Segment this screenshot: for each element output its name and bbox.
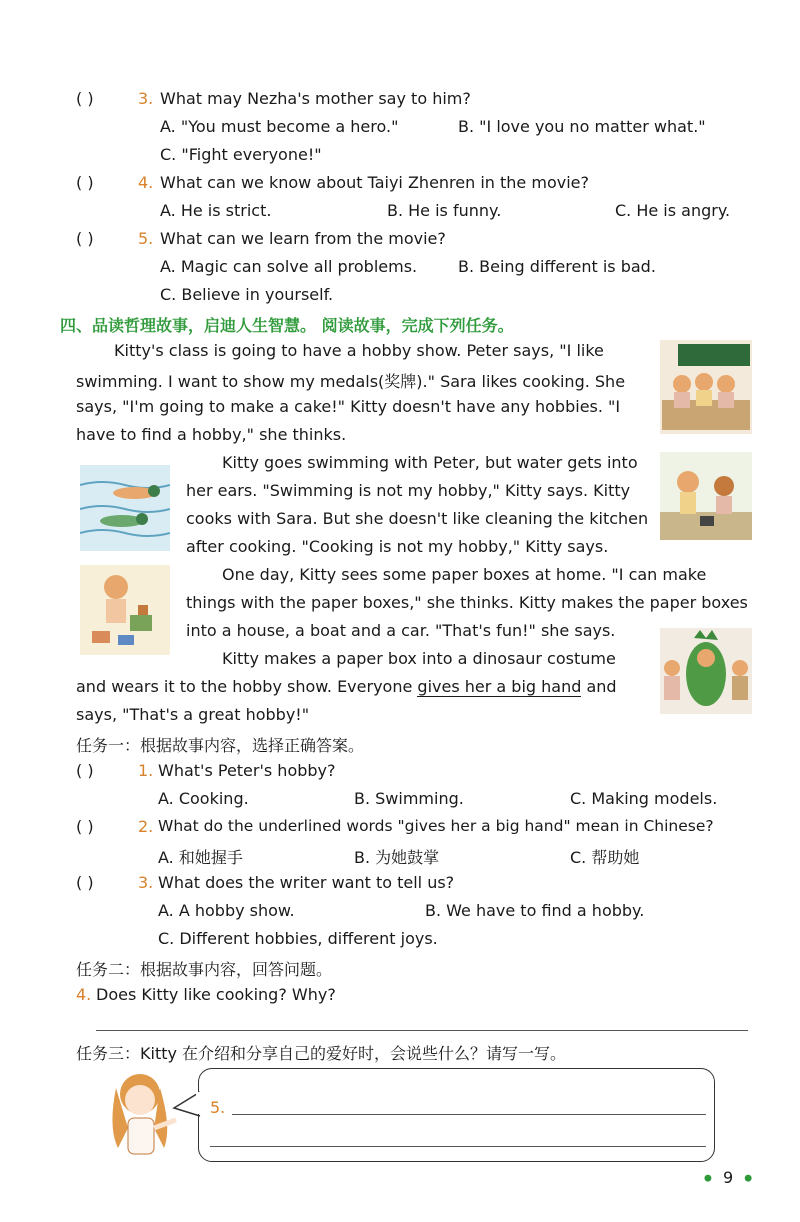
story-line: cooks with Sara. But she doesn't like cleaning the kitchen: [186, 509, 649, 528]
section-4-title: 四、品读哲理故事，启迪人生智慧。 阅读故事，完成下列任务。: [60, 316, 514, 335]
option-b: B. Swimming.: [354, 789, 464, 808]
question-number: 5.: [210, 1098, 226, 1117]
answer-line[interactable]: [232, 1114, 706, 1115]
question-number: 3.: [138, 873, 154, 892]
answer-bracket[interactable]: ( ): [76, 89, 94, 108]
story-line: Kitty's class is going to have a hobby show. Peter says, "I like: [114, 341, 604, 360]
question-number: 4.: [76, 985, 92, 1004]
answer-bracket[interactable]: ( ): [76, 173, 94, 192]
paper-box-illustration: [80, 565, 170, 655]
question-number: 3.: [138, 89, 154, 108]
underlined-phrase: gives her a big hand: [417, 677, 582, 696]
page-number: ● 9 ●: [704, 1168, 753, 1187]
answer-bracket[interactable]: ( ): [76, 817, 94, 836]
story-text: and wears it to the hobby show. Everyone: [76, 677, 418, 696]
task-3-title: 任务三：Kitty 在介绍和分享自己的爱好时，会说些什么？请写一写。: [76, 1044, 567, 1063]
option-c: C. "Fight everyone!": [160, 145, 322, 164]
bubble-tail-cover: [196, 1090, 204, 1120]
task-2-title: 任务二：根据故事内容，回答问题。: [76, 960, 333, 979]
question-text: What does the writer want to tell us?: [158, 873, 455, 892]
story-line: says, "I'm going to make a cake!" Kitty doesn't have any hobbies. "I: [76, 397, 621, 416]
question-text: What can we know about Taiyi Zhenren in the movie?: [160, 173, 589, 192]
option-a: A. 和她握手: [158, 848, 243, 867]
question-text: What may Nezha's mother say to him?: [160, 89, 471, 108]
dinosaur-costume-illustration: [660, 628, 752, 714]
story-line: swimming. I want to show my medals(奖牌)." Sara likes cooking. She: [76, 372, 626, 391]
option-c: C. 帮助她: [570, 848, 640, 867]
page-number-value: 9: [722, 1168, 734, 1187]
cooking-illustration: [660, 452, 752, 540]
question-text: What's Peter's hobby?: [158, 761, 336, 780]
answer-bracket[interactable]: ( ): [76, 229, 94, 248]
question-number: 4.: [138, 173, 154, 192]
option-a: A. "You must become a hero.": [160, 117, 399, 136]
option-b: B. Being different is bad.: [458, 257, 656, 276]
story-line: into a house, a boat and a car. "That's fun!" she says.: [186, 621, 616, 640]
option-b: B. We have to find a hobby.: [425, 901, 645, 920]
option-a: A. He is strict.: [160, 201, 272, 220]
speech-bubble: [198, 1068, 715, 1162]
story-line: says, "That's a great hobby!": [76, 705, 310, 724]
question-text: Does Kitty like cooking? Why?: [96, 985, 336, 1004]
option-a: A. A hobby show.: [158, 901, 295, 920]
option-a: A. Magic can solve all problems.: [160, 257, 418, 276]
story-line: her ears. "Swimming is not my hobby," Kitty says. Kitty: [186, 481, 631, 500]
answer-line[interactable]: [210, 1146, 706, 1147]
option-c: C. Making models.: [570, 789, 718, 808]
story-line: One day, Kitty sees some paper boxes at home. "I can make: [222, 565, 707, 584]
option-b: B. 为她鼓掌: [354, 848, 440, 867]
story-line: Kitty makes a paper box into a dinosaur costume: [222, 649, 616, 668]
option-c: C. Believe in yourself.: [160, 285, 334, 304]
classroom-illustration: [660, 340, 752, 434]
option-c: C. Different hobbies, different joys.: [158, 929, 438, 948]
answer-bracket[interactable]: ( ): [76, 761, 94, 780]
answer-bracket[interactable]: ( ): [76, 873, 94, 892]
option-a: A. Cooking.: [158, 789, 249, 808]
question-number: 2.: [138, 817, 154, 836]
task-1-title: 任务一：根据故事内容，选择正确答案。: [76, 736, 365, 755]
story-line: Kitty goes swimming with Peter, but water gets into: [222, 453, 638, 472]
story-line: have to find a hobby," she thinks.: [76, 425, 347, 444]
option-b: B. He is funny.: [387, 201, 502, 220]
option-c: C. He is angry.: [615, 201, 731, 220]
story-text: and: [581, 677, 617, 696]
swimming-illustration: [80, 465, 170, 551]
story-line: things with the paper boxes," she thinks. Kitty makes the paper boxes: [186, 593, 748, 612]
question-text: What can we learn from the movie?: [160, 229, 446, 248]
option-b: B. "I love you no matter what.": [458, 117, 706, 136]
story-line: after cooking. "Cooking is not my hobby," Kitty says.: [186, 537, 609, 556]
question-number: 5.: [138, 229, 154, 248]
question-number: 1.: [138, 761, 154, 780]
story-line: [76, 677, 617, 696]
question-text: What do the underlined words "gives her a big hand" mean in Chinese?: [158, 817, 714, 835]
answer-line[interactable]: [96, 1030, 748, 1031]
